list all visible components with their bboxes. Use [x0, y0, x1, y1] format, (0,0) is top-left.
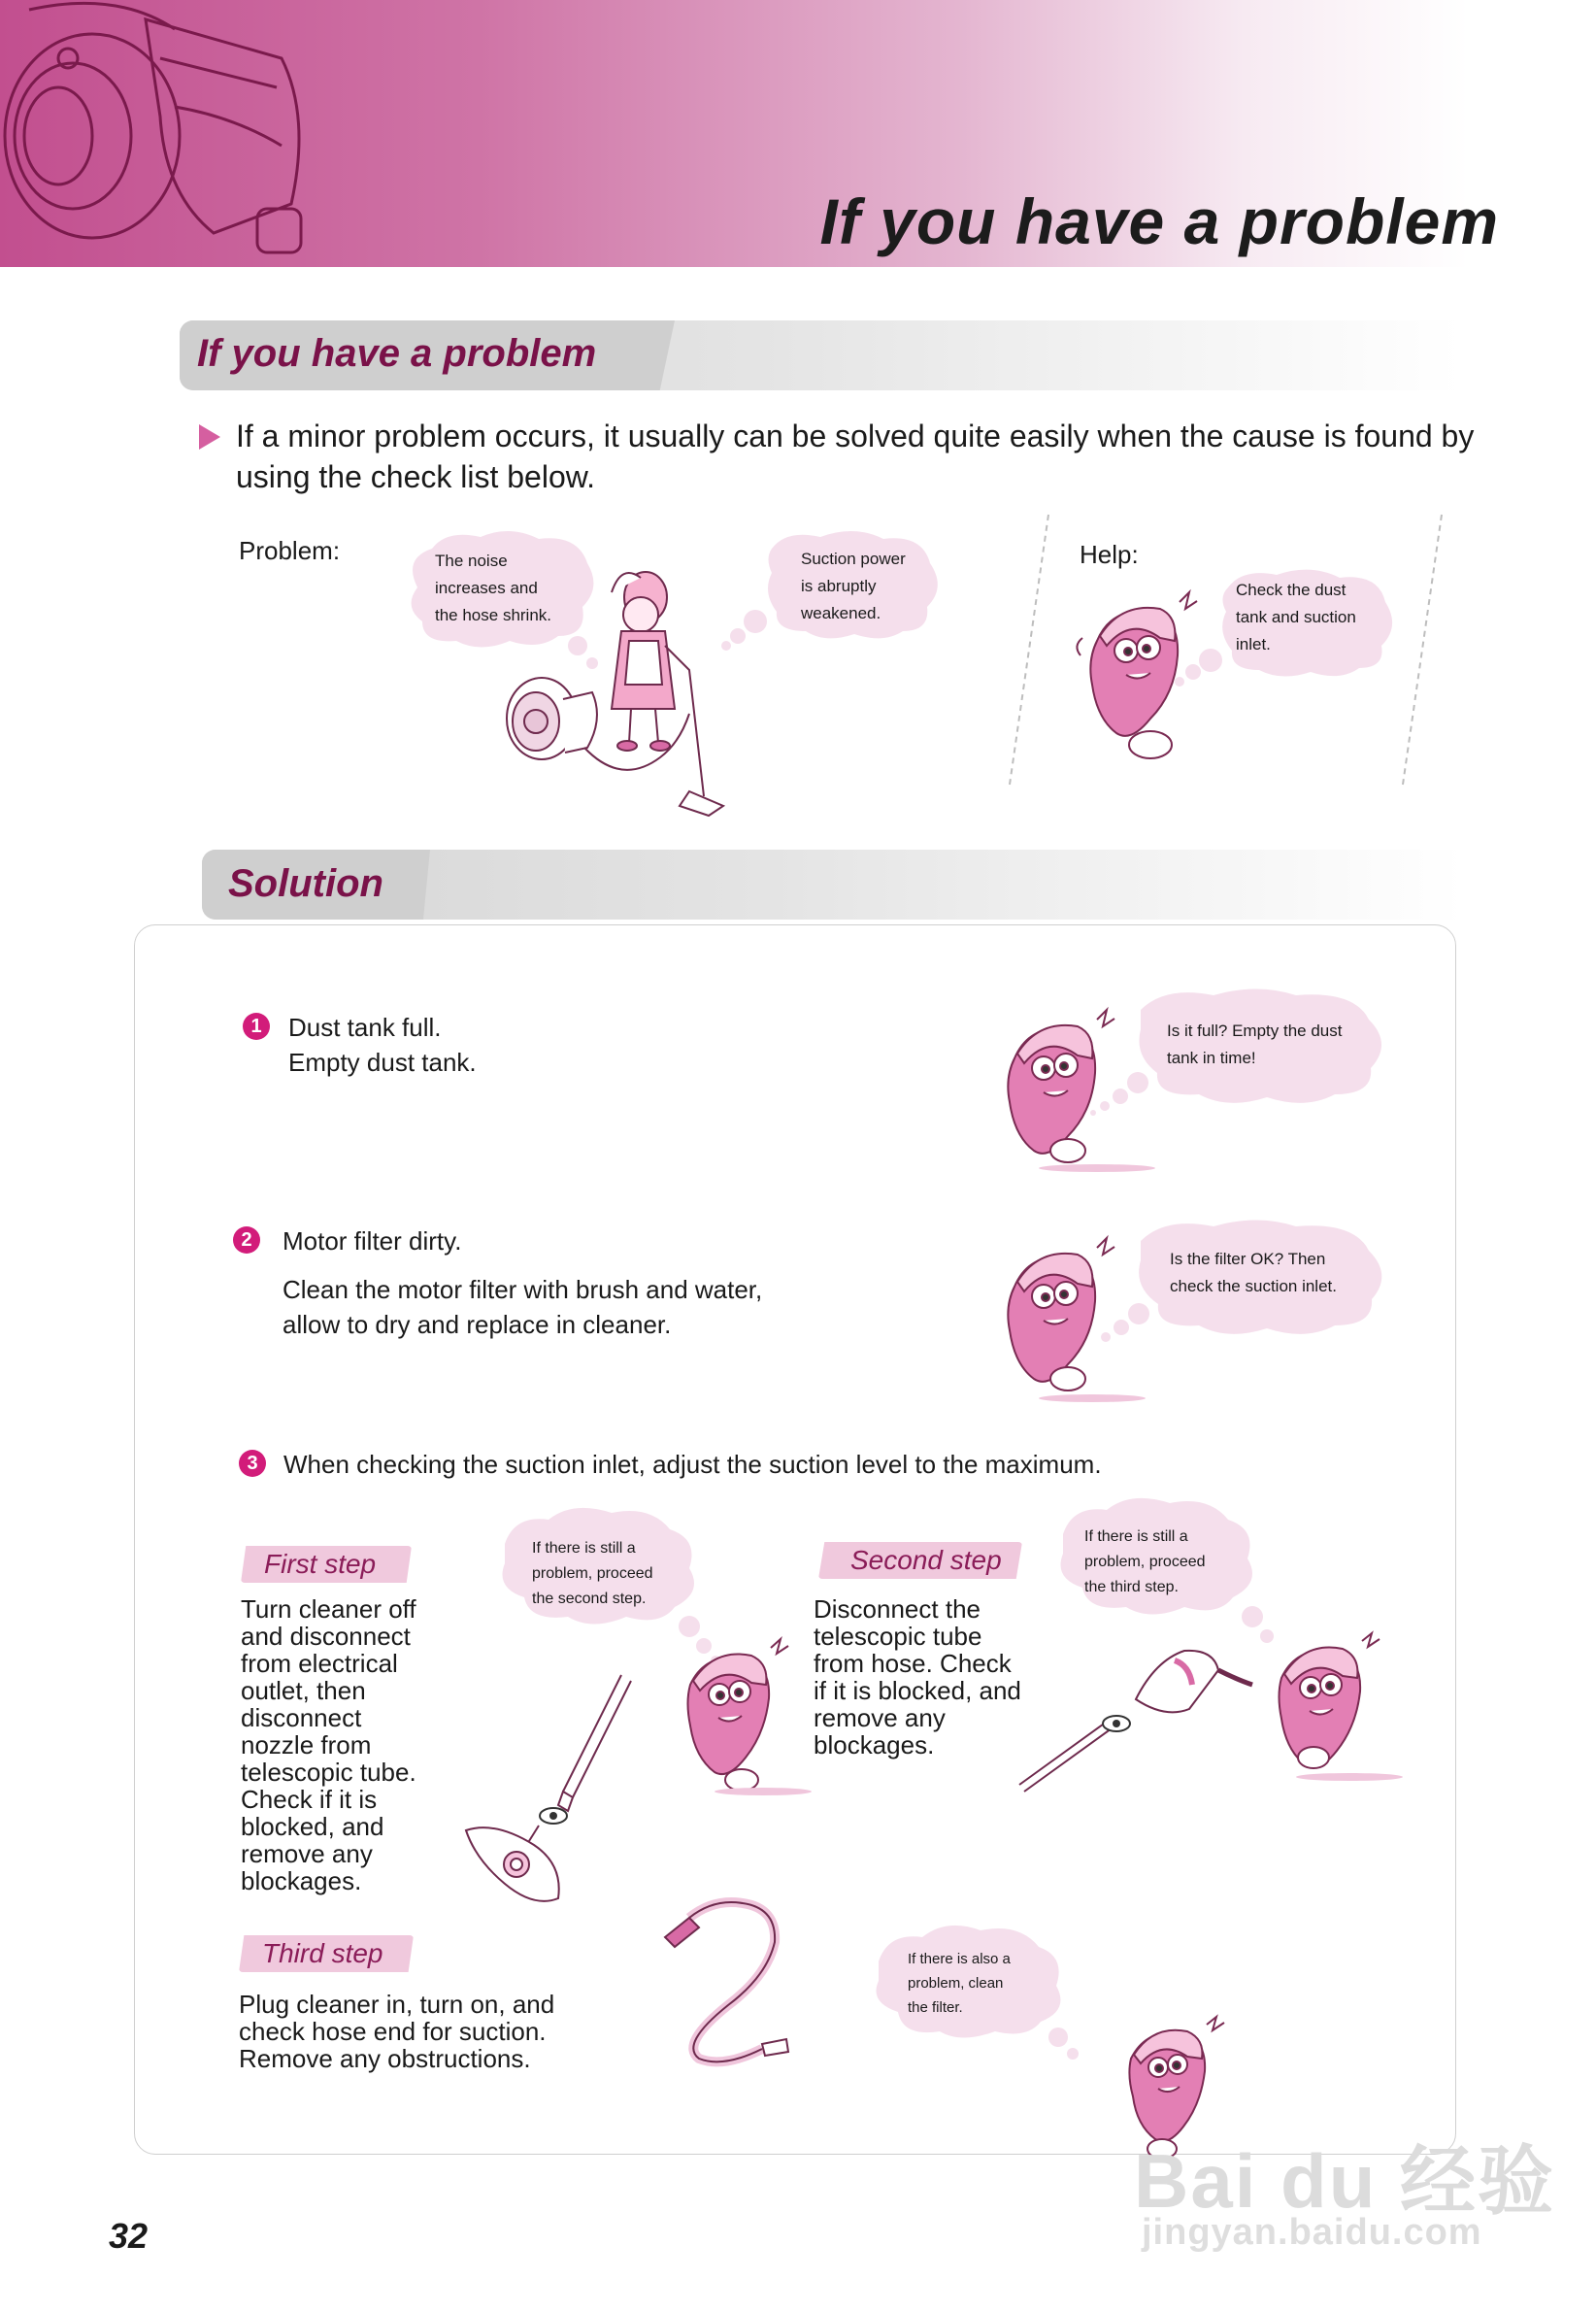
problem-bubble-1: The noise increases and the hose shrink. [435, 552, 552, 624]
third-step-body: Plug cleaner in, turn on, and check hose end for suction. Remove any obstructions. [239, 1990, 555, 2073]
intro-text: If a minor problem occurs, it usually can be solved quite easily when the cause is found by using the check list below. [236, 419, 1475, 494]
item-2-heading: Motor filter dirty. [283, 1226, 462, 1256]
step-number-badge: 3 [239, 1450, 266, 1477]
problem-label: Problem: [239, 536, 341, 565]
hose-icon [660, 1898, 801, 2068]
page-title: If you have a problem [819, 185, 1499, 257]
watermark-url: jingyan.baidu.com [1142, 2212, 1482, 2253]
vacuum-cleaner-icon [0, 0, 320, 267]
item-2-text: Clean the motor filter with brush and water, allow to dry and replace in cleaner. [283, 1275, 763, 1339]
section-title: If you have a problem [197, 332, 597, 375]
second-step-bubble: If there is still a problem, proceed the third step. [1084, 1528, 1206, 1595]
section-title: Solution [228, 862, 383, 905]
bullet-arrow-icon [199, 424, 220, 450]
item-3-text: When checking the suction inlet, adjust the suction level to the maximum. [283, 1450, 1102, 1479]
help-bubble: Check the dust tank and suction inlet. [1236, 581, 1356, 653]
item-1-bubble: Is it full? Empty the dust tank in time! [1167, 1022, 1343, 1067]
eye-icon [540, 1808, 567, 1824]
first-step-bubble: If there is still a problem, proceed the second step. [532, 1540, 653, 1607]
first-step-label: First step [264, 1549, 377, 1579]
help-label: Help: [1080, 540, 1139, 569]
step-number-badge: 2 [233, 1226, 260, 1254]
watermark-logo: Bai du 经验 [1134, 2138, 1556, 2224]
item-1-text: Dust tank full. Empty dust tank. [288, 1013, 477, 1077]
first-step-body: Turn cleaner off and disconnect from electrical outlet, then disconnect nozzle from telescopic tube. Check if it is blocked, and remove any blockages. [241, 1594, 416, 1895]
nozzle-icon [456, 1675, 636, 1908]
step-number-badge: 1 [243, 1013, 270, 1040]
mascot-dust-icon [1238, 1631, 1408, 1787]
second-step-label: Second step [850, 1545, 1002, 1575]
problem-bubble-2: Suction power is abruptly weakened. [801, 550, 906, 622]
page-number: 32 [109, 2216, 149, 2256]
third-step-bubble: If there is also a problem, clean the filter. [908, 1951, 1011, 2016]
cartoon-girl-vacuuming-icon [495, 568, 728, 821]
mascot-dust-icon [656, 1636, 812, 1801]
third-step-label: Third step [262, 1938, 383, 1968]
eye-icon [1103, 1716, 1130, 1731]
telescopic-tube-icon [1019, 1641, 1252, 1796]
item-2-bubble: Is the filter OK? Then check the suction inlet. [1170, 1250, 1337, 1295]
second-step-body: Disconnect the telescopic tube from hose. Check if it is blocked, and remove any blockages. [814, 1594, 1021, 1759]
